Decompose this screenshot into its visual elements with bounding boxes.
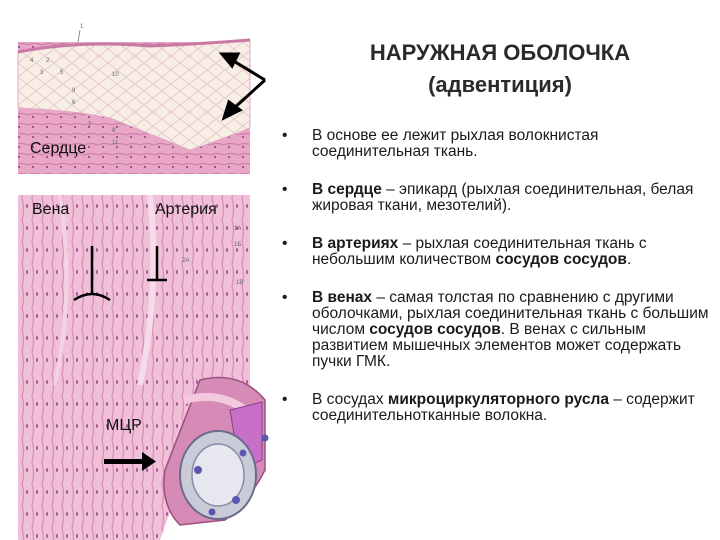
bullet-text: В основе ее лежит рыхлая волокнистая соединительная ткань.: [312, 127, 599, 160]
micro-mark: 11: [112, 140, 119, 146]
micro-mark: 4: [30, 58, 34, 64]
bullet-dot: •: [282, 289, 288, 306]
page-subtitle: (адвентиция): [428, 72, 572, 97]
bullet-text: – рыхлая соединительная ткань с небольшим количеством: [312, 235, 647, 268]
bullet-list: [282, 128, 710, 446]
micro-mark: 2А: [182, 258, 190, 264]
bullet-dot: •: [282, 391, 288, 408]
bullet-term: В сердце: [312, 181, 382, 198]
micro-mark: 2: [46, 58, 50, 64]
micro-mark: 6: [72, 100, 76, 106]
label-heart: Сердце: [30, 140, 87, 157]
bullet-item: [282, 392, 710, 424]
label-mcr: МЦР: [106, 417, 142, 434]
bullet-dot: •: [282, 181, 288, 198]
bullet-text: . В венах с сильным развитием мышечных элементов может содержать пучки ГМК.: [312, 321, 682, 370]
bullet-text: – содержит соединительнотканные волокна.: [312, 391, 695, 424]
micro-mark: 10: [112, 72, 119, 78]
page-title: НАРУЖНАЯ ОБОЛОЧКА: [369, 40, 631, 65]
label-artery: Артерия: [155, 201, 217, 218]
bullet-item: [282, 128, 710, 160]
bullet-item: [282, 290, 710, 370]
bullet-term: В венах: [312, 289, 373, 306]
bullet-text: – эпикард (рыхлая соединительная, белая жировая ткани, мезотелий).: [312, 181, 694, 214]
bullet-text: – самая толстая по сравнению с другими оболочками, рыхлая соединительная ткань с большим числом: [312, 289, 709, 338]
bullet-term: микроциркуляторного русла: [387, 391, 609, 408]
bullet-item: [282, 182, 710, 214]
micro-mark: 1Б: [234, 242, 242, 248]
micro-mark: 7: [88, 122, 92, 128]
bullet-dot: •: [282, 235, 288, 252]
micro-mark: 8: [112, 128, 116, 134]
vessel-micrograph: [18, 195, 250, 385]
micro-mark: 1В: [236, 280, 244, 286]
micro-mark: 1А: [234, 226, 242, 232]
bullet-term: В артериях: [312, 235, 399, 252]
micro-mark: 1: [80, 24, 84, 30]
micro-mark: 9: [72, 88, 76, 94]
label-vein: Вена: [32, 201, 70, 218]
micro-mark: 3: [40, 70, 44, 76]
bullet-item: [282, 236, 710, 268]
bullet-text: В сосудах: [312, 391, 388, 408]
bullet-term: сосудов сосудов: [369, 321, 501, 338]
micro-mark: 5: [60, 70, 64, 76]
bullet-dot: •: [282, 127, 288, 144]
bullet-term: сосудов сосудов: [495, 251, 627, 268]
bullet-text: .: [626, 251, 632, 268]
